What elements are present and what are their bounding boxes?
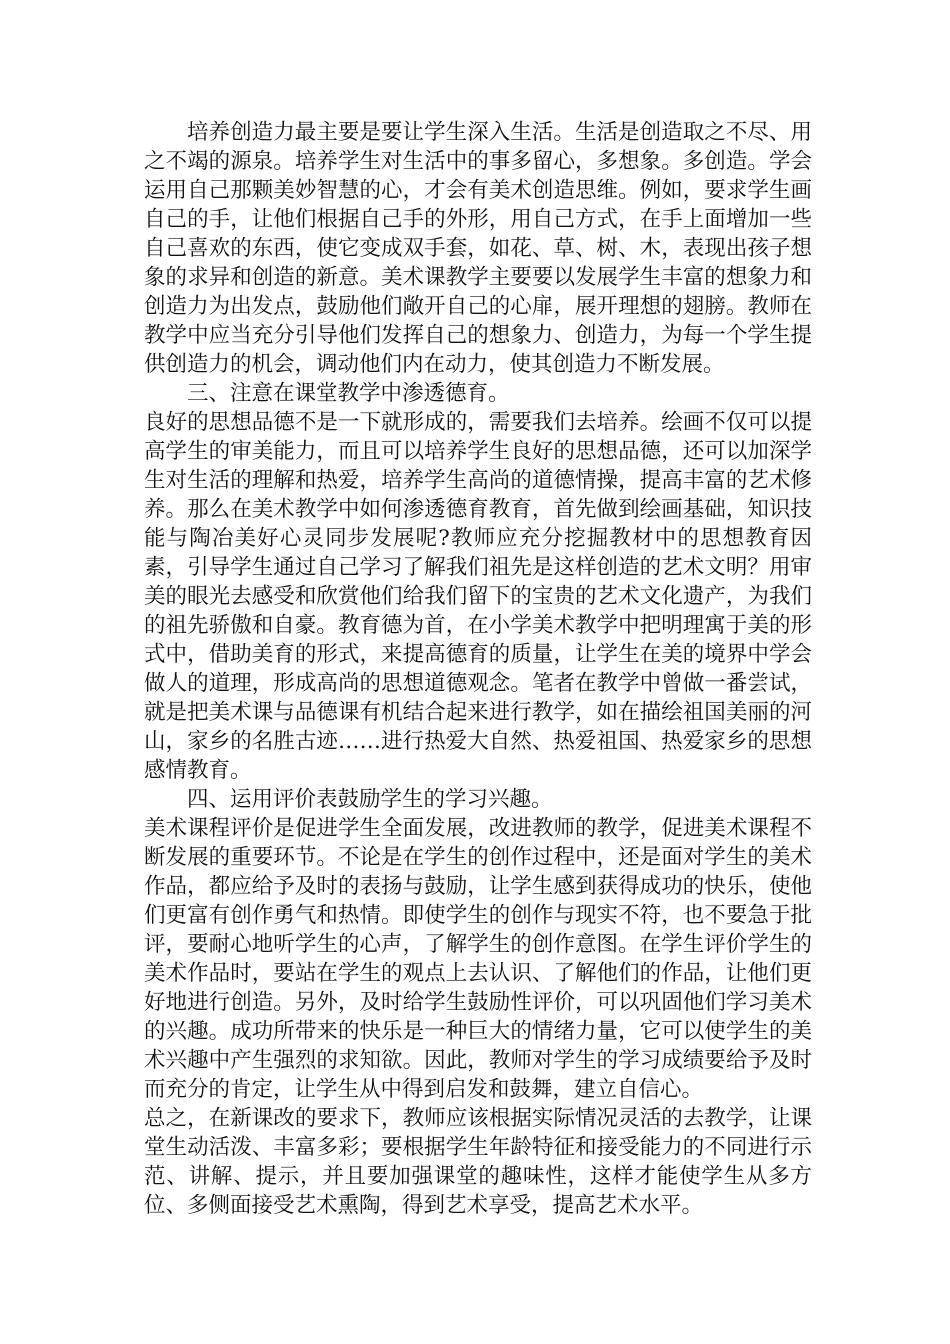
section-heading-evaluation: 四、运用评价表鼓励学生的学习兴趣。	[187, 787, 553, 812]
document-page	[144, 118, 812, 1220]
paragraph-evaluation: 美术课程评价是促进学生全面发展，改进教师的教学，促进美术课程不断发展的重要环节。不论是在学生的创作过程中，还是面对学生的美术作品，都应给予及时的表扬与鼓励，让学生感到获得成功的快乐，使他们更富有创作勇气和热情。即使学生的创作与现实不符，也不要急于批评，要耐心地听学生的心声，了解学生的创作意图。在学生评价学生的美术作品时，要站在学生的观点上去认识、了解他们的作品，让他们更好地进行创造。另外，及时给学生鼓励性评价，可以巩固他们学习美术的兴趣。成功所带来的快乐是一种巨大的情绪力量，它可以使学生的美术兴趣中产生强烈的求知欲。因此，教师对学生的学习成绩要给予及时而充分的肯定，让学生从中得到启发和鼓舞，建立自信心。	[144, 816, 812, 1102]
section-heading-moral-education: 三、注意在课堂教学中渗透德育。	[187, 381, 510, 406]
paragraph-conclusion: 总之，在新课改的要求下，教师应该根据实际情况灵活的去教学，让课堂生动活泼、丰富多彩；要根据学生年龄特征和接受能力的不同进行示范、讲解、提示，并且要加强课堂的趣味性，这样才能使学生从多方位、多侧面接受艺术熏陶，得到艺术享受，提高艺术水平。	[144, 1106, 812, 1218]
paragraph-creativity: 培养创造力最主要是要让学生深入生活。生活是创造取之不尽、用之不竭的源泉。培养学生对生活中的事多留心，多想象。多创造。学会运用自己那颗美妙智慧的心，才会有美术创造思维。例如，要求学生画自己的手，让他们根据自己手的外形，用自己方式，在手上面增加一些自己喜欢的东西，使它变成双手套，如花、草、树、木，表现出孩子想象的求异和创造的新意。美术课教学主要要以发展学生丰富的想象力和创造力为出发点，鼓励他们敞开自己的心扉，展开理想的翅膀。教师在教学中应当充分引导他们发挥自己的想象力、创造力，为每一个学生提供创造力的机会，调动他们内在动力，使其创造力不断发展。	[144, 120, 812, 377]
paragraph-moral-education: 良好的思想品德不是一下就形成的，需要我们去培养。绘画不仅可以提高学生的审美能力，而且可以培养学生良好的思想品德，还可以加深学生对生活的理解和热爱，培养学生高尚的道德情操，提高丰富的艺术修养。那么在美术教学中如何渗透德育教育，首先做到绘画基础，知识技能与陶冶美好心灵同步发展呢?教师应充分挖掘教材中的思想教育因素，引导学生通过自己学习了解我们祖先是这样创造的艺术文明？用审美的眼光去感受和欣赏他们给我们留下的宝贵的艺术文化遗产，为我们的祖先骄傲和自豪。教育德为首，在小学美术教学中把明理寓于美的形式中，借助美育的形式，来提高德育的质量，让学生在美的境界中学会做人的道理，形成高尚的思想道德观念。笔者在教学中曾做一番尝试，就是把美术课与品德课有机结合起来进行教学，如在描绘祖国美丽的河山，家乡的名胜古迹……进行热爱大自然、热爱祖国、热爱家乡的思想感情教育。	[144, 410, 812, 783]
